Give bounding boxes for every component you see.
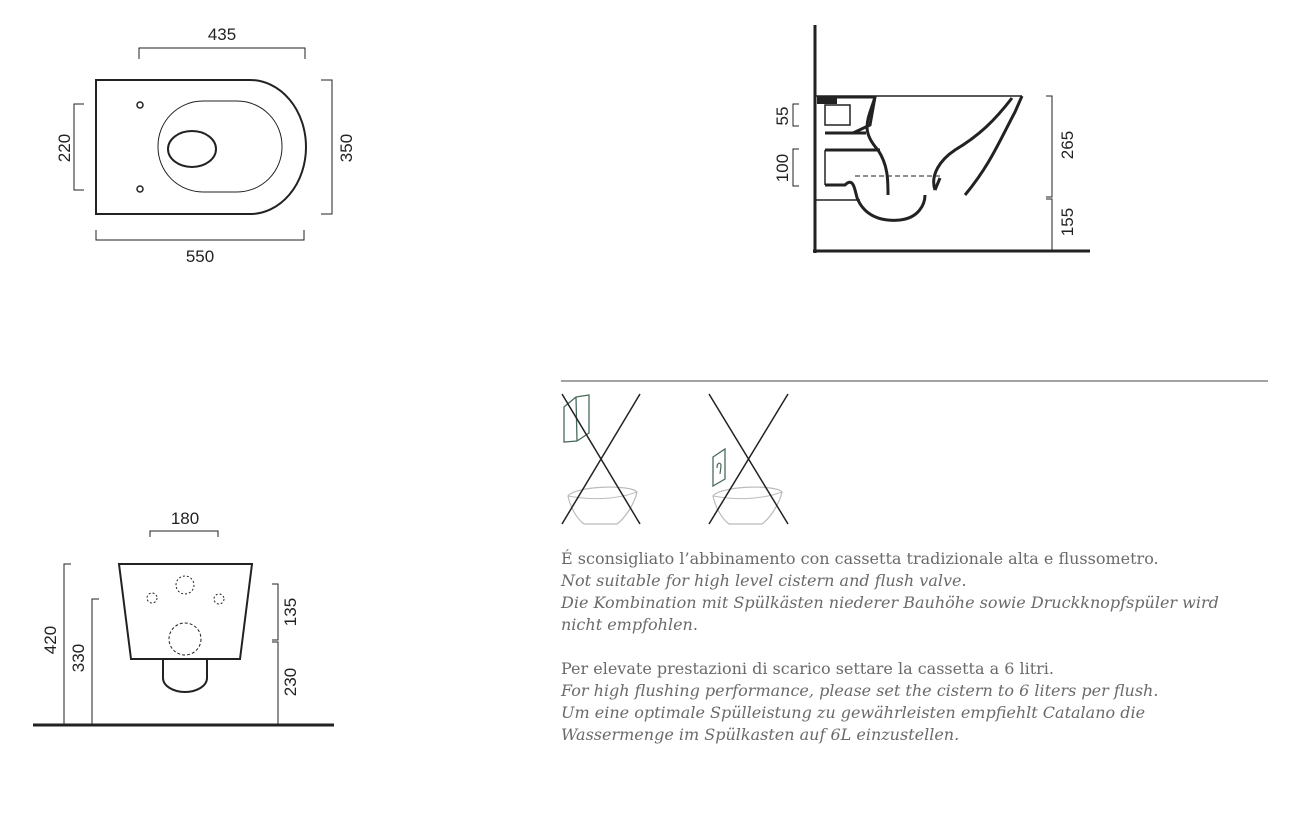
dim-label-100: 100	[773, 153, 792, 183]
top-view-bowl-rim	[158, 101, 282, 192]
dim-label-350: 350	[337, 133, 356, 163]
fixing-hole-bottom	[137, 186, 143, 192]
front-hole-top	[176, 576, 194, 594]
dim-line-100	[793, 149, 799, 186]
dim-line-550	[96, 230, 304, 240]
dim-label-135: 135	[281, 597, 300, 627]
front-body	[119, 564, 252, 659]
dim-label-265: 265	[1058, 130, 1077, 160]
note-english: For high flushing performance, please set the cistern to 6 liters per flush.	[561, 681, 1159, 700]
flush-valve-icon	[713, 449, 725, 486]
note-german-1: Um eine optimale Spülleistung zu gewährleisten empfiehlt Catalano die	[561, 703, 1146, 722]
dim-line-265	[1046, 96, 1052, 197]
faint-bowl-icon	[568, 487, 637, 524]
bowl-front	[965, 96, 1022, 195]
note-german-1: Die Kombination mit Spülkästen niederer Bauhöhe sowie Druckknopfspüler wird	[561, 593, 1219, 612]
high-cistern-not-suitable-icon	[562, 394, 640, 524]
dim-label-55: 55	[773, 106, 792, 126]
dim-line-135	[272, 584, 278, 640]
note-italian: Per elevate prestazioni di scarico settare la cassetta a 6 litri.	[561, 659, 1054, 678]
top-view-bowl-hole	[168, 131, 216, 167]
note-german-2: nicht empfohlen.	[561, 615, 698, 634]
installation-notes	[561, 548, 1281, 746]
dim-line-155	[1046, 199, 1052, 250]
dim-line-350	[321, 80, 332, 214]
inlet-block	[825, 105, 850, 125]
dim-label-155: 155	[1058, 207, 1077, 237]
dim-label-180: 180	[170, 509, 200, 528]
flush-valve-not-suitable-icon	[709, 394, 788, 524]
trap-back	[935, 178, 940, 190]
front-hole-right	[214, 594, 224, 604]
fixing-hole-top	[137, 102, 143, 108]
dim-line-55	[793, 104, 799, 126]
dim-line-330	[92, 599, 99, 724]
notes-block-flushing	[561, 658, 1281, 746]
trap-curve	[825, 182, 925, 220]
dim-label-435: 435	[207, 25, 237, 44]
dim-label-420: 420	[41, 625, 60, 655]
dim-label-330: 330	[69, 643, 88, 673]
dim-line-180	[150, 531, 218, 537]
bowl-inner	[867, 97, 888, 195]
note-german-2: Wassermenge im Spülkasten auf 6L einzustellen.	[561, 725, 960, 744]
dim-label-230: 230	[281, 667, 300, 697]
dim-label-220: 220	[55, 133, 74, 163]
dim-line-230	[272, 642, 278, 724]
faint-bowl-icon-2	[713, 487, 782, 524]
dim-line-435	[139, 48, 305, 59]
bowl-front-inner	[934, 98, 1012, 190]
top-view	[74, 48, 332, 240]
side-view	[793, 25, 1090, 253]
note-italian: É sconsigliato l’abbinamento con cassetta tradizionale alta e flussometro.	[561, 549, 1159, 568]
dim-label-550: 550	[185, 247, 215, 266]
front-outlet-hole	[169, 623, 201, 655]
front-hole-left	[147, 593, 157, 603]
top-view-outline	[96, 80, 306, 214]
front-outlet	[163, 660, 207, 692]
note-english: Not suitable for high level cistern and flush valve.	[561, 571, 967, 590]
dim-line-220	[74, 104, 84, 190]
notes-block-cistern	[561, 548, 1281, 636]
